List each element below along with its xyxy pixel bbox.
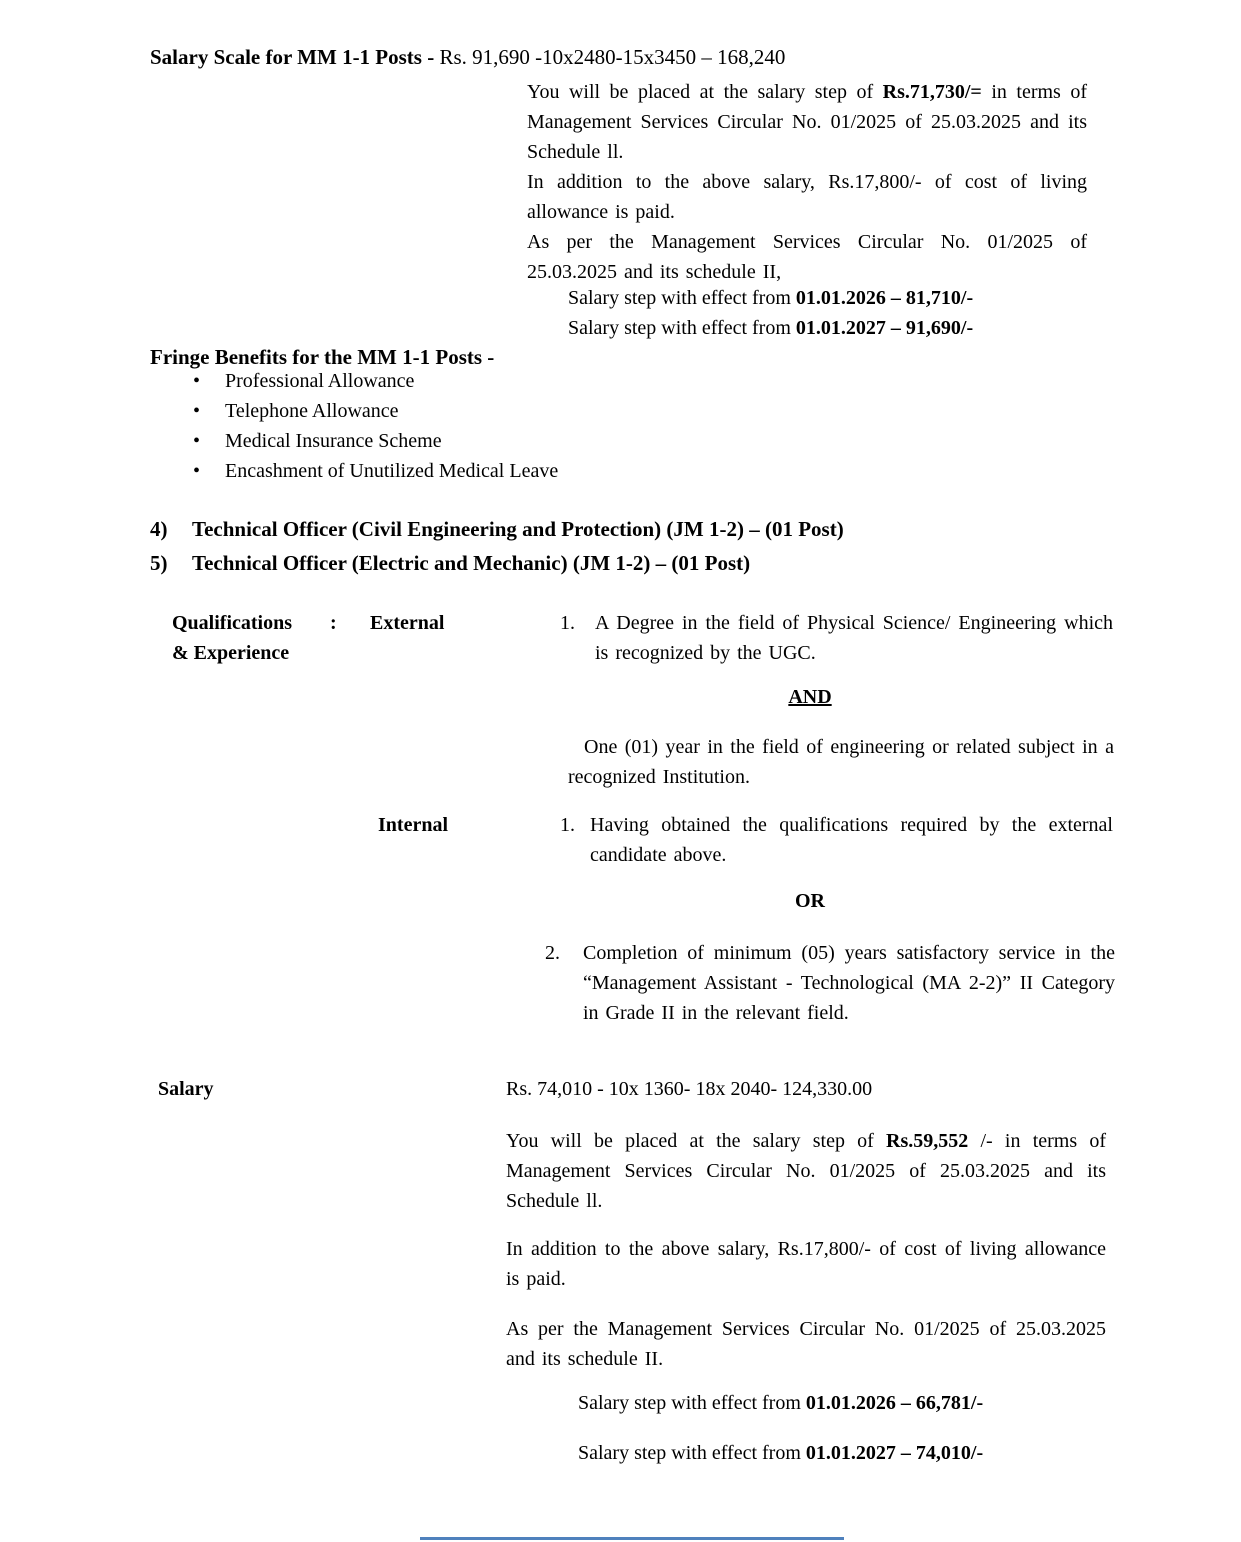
list-item [193,396,558,426]
salary-step-2026-text: Salary step with effect from [578,1392,806,1414]
salary-scale-heading [150,42,1110,72]
internal-qualification-1 [560,810,1113,870]
salary-step-2027-value: 01.01.2027 – 74,010/- [805,1442,984,1464]
fringe-benefits-title: Fringe Benefits for the MM 1-1 Posts - [150,345,495,369]
or-separator [560,886,1060,916]
qualifications-label-line1: Qualifications [172,612,293,634]
mm-salary-step-2026 [568,283,973,313]
fringe-item-telephone-allowance: Telephone Allowance [225,400,399,422]
mm-placement-amount: Rs.71,730/= [882,81,982,103]
salary-scale-heading-value: Rs. 91,690 -10x2480-15x3450 – 168,240 [439,45,786,69]
list-item [193,366,558,396]
salary-step-2026 [578,1388,983,1418]
mm-placement-pre: You will be placed at the salary step of [527,81,883,103]
mm-step-2026-value: 01.01.2026 – 81,710/- [795,287,974,309]
fringe-item-medical-insurance: Medical Insurance Scheme [225,430,442,452]
internal-item-2-number: 2. [545,942,560,964]
mm-step-2027-value: 01.01.2027 – 91,690/- [795,317,974,339]
salary-step-2026-value: 01.01.2026 – 66,781/- [805,1392,984,1414]
footer-rule [420,1537,844,1540]
post-5-title: Technical Officer (Electric and Mechanic) (JM 1-2) – (01 Post) [192,551,751,575]
fringe-item-medical-leave-encashment: Encashment of Unutilized Medical Leave [225,460,559,482]
salary-scale-heading-label: Salary Scale for MM 1-1 Posts - [150,45,440,69]
internal-label: Internal [378,814,448,836]
salary-placement-paragraph [506,1126,1106,1216]
internal-item-1-number: 1. [560,814,575,836]
post-5-number: 5) [150,551,168,575]
salary-scale-value: Rs. 74,010 - 10x 1360- 18x 2040- 124,330.00 [506,1078,873,1100]
internal-item-2-text: Completion of minimum (05) years satisfactory service in the “Management Assistant - Technological (MA 2-2)” II Category in Grade II in the relevant field. [583,942,1115,1024]
external-label: External [370,612,445,634]
fringe-benefits-list [193,366,558,486]
salary-cola-paragraph: In addition to the above salary, Rs.17,800/- of cost of living allowance is paid. [506,1238,1106,1290]
list-item [193,426,558,456]
bullet-icon: • [193,430,201,452]
bullet-icon: • [193,370,201,392]
salary-placement-post: /- in terms of Management Services Circular No. 01/2025 of 25.03.2025 and its Schedule ll. [506,1130,1106,1212]
mm-step-2026-text: Salary step with effect from [568,287,796,309]
post-titles [150,512,1150,580]
post-4-number: 4) [150,517,168,541]
external-item-1-text: A Degree in the field of Physical Science/ Engineering which is recognized by the UGC. [595,612,1113,664]
post-title-5 [150,546,1150,580]
and-separator [560,682,1060,712]
mm-salary-step-2027 [568,313,973,343]
list-item [193,456,558,486]
salary-step-2027 [578,1438,983,1468]
external-item-1-number: 1. [560,612,575,634]
internal-item-1-text: Having obtained the qualifications required by the external candidate above. [590,814,1113,866]
bullet-icon: • [193,460,201,482]
fringe-item-professional-allowance: Professional Allowance [225,370,415,392]
mm-asper-paragraph: As per the Management Services Circular No. 01/2025 of 25.03.2025 and its schedule II, [527,231,1087,283]
post-4-title: Technical Officer (Civil Engineering and Protection) (JM 1-2) – (01 Post) [192,517,844,541]
mm-cola-paragraph: In addition to the above salary, Rs.17,800/- of cost of living allowance is paid. [527,171,1087,223]
internal-qualification-2 [545,938,1115,1028]
mm-salary-steps [568,283,973,343]
mm-placement-paragraph [527,77,1087,167]
mm-placement-block [527,77,1087,287]
post-title-4 [150,512,1150,546]
salary-label: Salary [158,1078,214,1100]
mm-placement-post: in terms of Management Services Circular No. 01/2025 of 25.03.2025 and its Schedule ll. [527,81,1087,163]
salary-step-2027-text: Salary step with effect from [578,1442,806,1464]
and-label: AND [788,686,832,708]
bullet-icon: • [193,400,201,422]
salary-asper-paragraph: As per the Management Services Circular No. 01/2025 of 25.03.2025 and its schedule II. [506,1318,1106,1370]
external-qualification-1 [560,608,1113,668]
qualifications-colon: : [330,612,337,634]
mm-step-2027-text: Salary step with effect from [568,317,796,339]
qualifications-label-line2: & Experience [172,642,290,664]
external-qualification-2: One (01) year in the field of engineering or related subject in a recognized Institution. [568,736,1114,788]
or-label: OR [795,890,825,912]
salary-placement-pre: You will be placed at the salary step of [506,1130,887,1152]
salary-placement-amount: Rs.59,552 [886,1130,969,1152]
